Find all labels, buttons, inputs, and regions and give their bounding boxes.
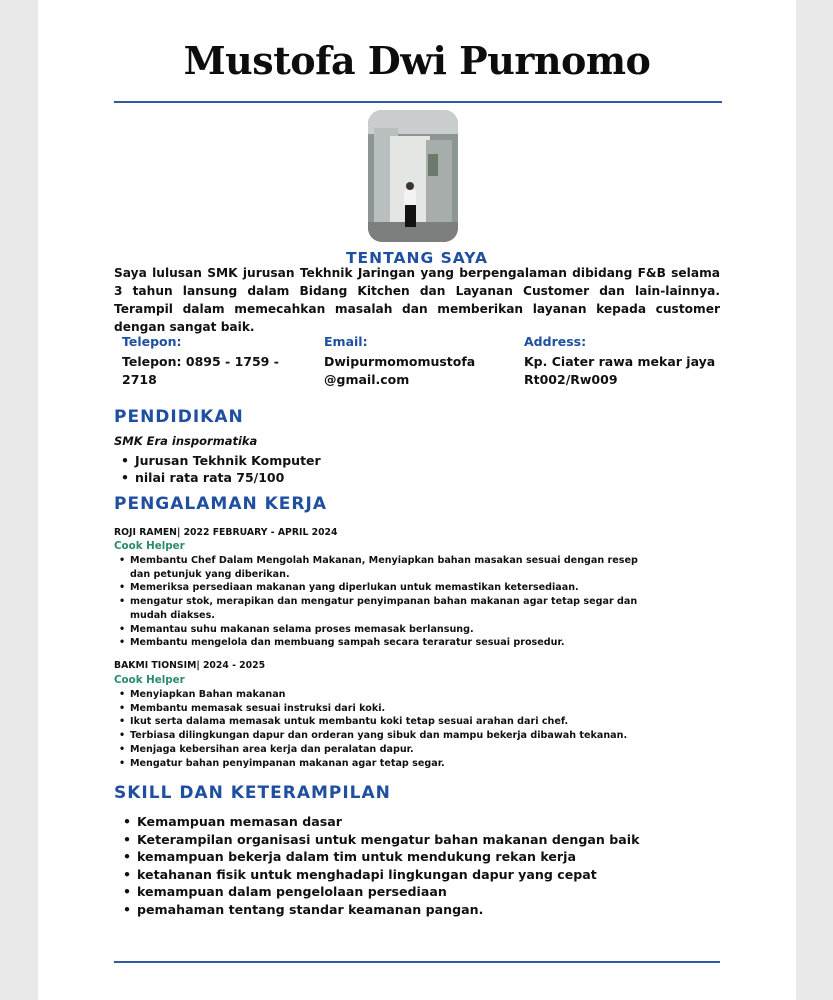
top-divider [114, 101, 722, 103]
email-value-line1: Dwipurmomomustofa [324, 354, 476, 369]
list-item: • Menjaga kebersihan area kerja dan peralatan dapur. [130, 743, 690, 757]
list-item: • Memantau suhu makanan selama proses memasak berlansung. [130, 623, 650, 637]
education-list [135, 452, 321, 486]
contact-phone [122, 333, 312, 389]
list-item: • pemahaman tentang standar keamanan pangan. [137, 901, 639, 919]
list-item: • Terbiasa dilingkungan dapur dan orderan yang sibuk dan mampu bekerja dibawah tekanan. [130, 729, 690, 743]
list-item: • Membantu mengelola dan membuang sampah secara teraratur sesuai prosedur. [130, 636, 650, 650]
bottom-divider [114, 961, 720, 963]
profile-photo-image [368, 110, 458, 242]
phone-value: Telepon: 0895 - 1759 - 2718 [122, 354, 279, 387]
list-item: • Mengatur bahan penyimpanan makanan agar tetap segar. [130, 757, 690, 771]
resume-name: Mustofa Dwi Purnomo [183, 38, 651, 83]
skills-title: SKILL DAN KETERAMPILAN [114, 783, 391, 803]
skills-list [137, 813, 639, 919]
experience-title: PENGALAMAN KERJA [114, 494, 327, 514]
list-item: • nilai rata rata 75/100 [135, 469, 321, 486]
email-value-line2: @gmail.com [324, 372, 410, 387]
address-label: Address: [524, 334, 587, 349]
contact-address [524, 333, 724, 389]
list-item: • mengatur stok, merapikan dan mengatur penyimpanan bahan makanan agar tetap segar dan mudah diakses. [130, 595, 650, 622]
address-value-line1: Kp. Ciater rawa mekar jaya [524, 354, 716, 369]
list-item: • Ikut serta dalama memasak untuk membantu koki tetap sesuai arahan dari chef. [130, 715, 690, 729]
job-role: Cook Helper [114, 674, 185, 686]
list-item: • Keterampilan organisasi untuk mengatur bahan makanan dengan baik [137, 831, 639, 849]
list-item: • Menyiapkan Bahan makanan [130, 688, 690, 702]
resume-page [38, 0, 796, 1000]
education-school: SMK Era inspormatika [114, 434, 258, 448]
job-role: Cook Helper [114, 540, 185, 552]
list-item: • ketahanan fisik untuk menghadapi lingkungan dapur yang cepat [137, 866, 639, 884]
list-item: • Membantu Chef Dalam Mengolah Makanan, Menyiapkan bahan masakan sesuai dengan resep dan petunjuk yang diberikan. [130, 554, 650, 581]
job-header: ROJI RAMEN| 2022 FEBRUARY - APRIL 2024 [114, 527, 338, 538]
list-item: • kemampuan dalam pengelolaan persediaan [137, 883, 639, 901]
list-item: • Membantu memasak sesuai instruksi dari koki. [130, 702, 690, 716]
education-title: PENDIDIKAN [114, 407, 244, 427]
about-text: Saya lulusan SMK jurusan Tekhnik Jaringan yang berpengalaman dibidang F&B selama 3 tahun lansung dalam Bidang Kitchen dan Layanan Customer dan lain-lainnya. Terampil dalam memecahkan masalah dan memberikan layanan kepada customer dengan sangat baik. [114, 266, 720, 334]
job-duties-list [130, 554, 650, 650]
email-label: Email: [324, 334, 368, 349]
phone-label: Telepon: [122, 334, 182, 349]
job-header: BAKMI TIONSIM| 2024 - 2025 [114, 660, 266, 671]
address-value-line2: Rt002/Rw009 [524, 372, 618, 387]
contact-email [324, 333, 514, 389]
job-duties-list [130, 688, 690, 770]
list-item: • kemampuan bekerja dalam tim untuk mendukung rekan kerja [137, 848, 639, 866]
profile-photo [368, 110, 458, 242]
list-item: • Jurusan Tekhnik Komputer [135, 452, 321, 469]
about-title: TENTANG SAYA [345, 249, 488, 267]
list-item: • Kemampuan memasan dasar [137, 813, 639, 831]
list-item: • Memeriksa persediaan makanan yang diperlukan untuk memastikan ketersediaan. [130, 581, 650, 595]
